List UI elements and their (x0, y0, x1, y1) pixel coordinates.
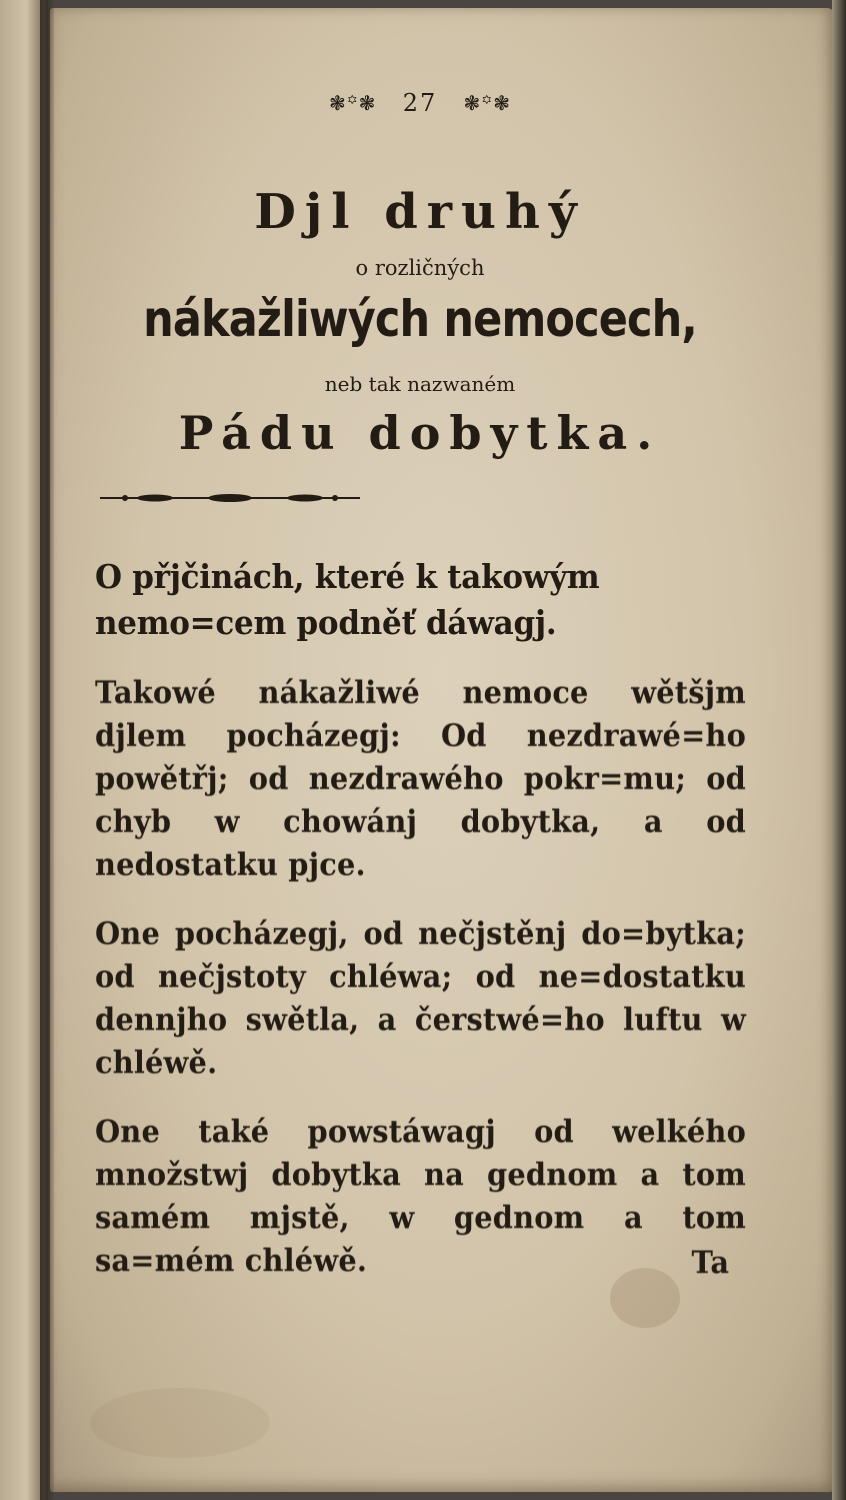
title-line-5: Pádu dobytka. (178, 406, 662, 460)
paragraph-1: Takowé nákažliwé nemoce wětšjm djlem pocházegj: Od nezdrawé=ho powětřj; od nezdrawého pokr=mu; od chyb w chowánj dobytka, a od nedostatku pjce. (95, 675, 746, 883)
right-page-edge (832, 0, 846, 1500)
page-content (95, 80, 745, 1283)
title-line-2: o rozličných (355, 256, 485, 280)
title-line-3: nákažliwých nemocech, (143, 290, 697, 348)
spine-shadow (40, 0, 54, 1500)
ornament-right: ❃꙳❃ (463, 91, 511, 115)
page-number: 27 (402, 89, 438, 117)
paragraph-3: One také powstáwagj od welkého množstwj dobytka na gednom a tom samém mjstě, w gednom a tom sa=mém chléwě. (95, 1114, 746, 1279)
section-heading: O přjčinách, které k takowým nemo=cem podněť dáwagj. (95, 557, 600, 642)
page-header (95, 80, 745, 124)
title-line-1: Djl druhý (254, 184, 586, 240)
paper-stain (90, 1388, 270, 1458)
ornament-left: ❃꙳❃ (328, 91, 377, 115)
paragraph-2: One pocházegj, od nečjstěnj do=bytka; od nečjstoty chléwa; od ne=dostatku dennjho swětla, a čerstwé=ho luftu w chléwě. (95, 916, 746, 1081)
catchword: Ta (691, 1245, 730, 1281)
ornamental-rule (95, 490, 365, 506)
title-line-4: neb tak nazwaném (324, 372, 516, 396)
paragraph-3-wrapper (95, 1111, 746, 1283)
